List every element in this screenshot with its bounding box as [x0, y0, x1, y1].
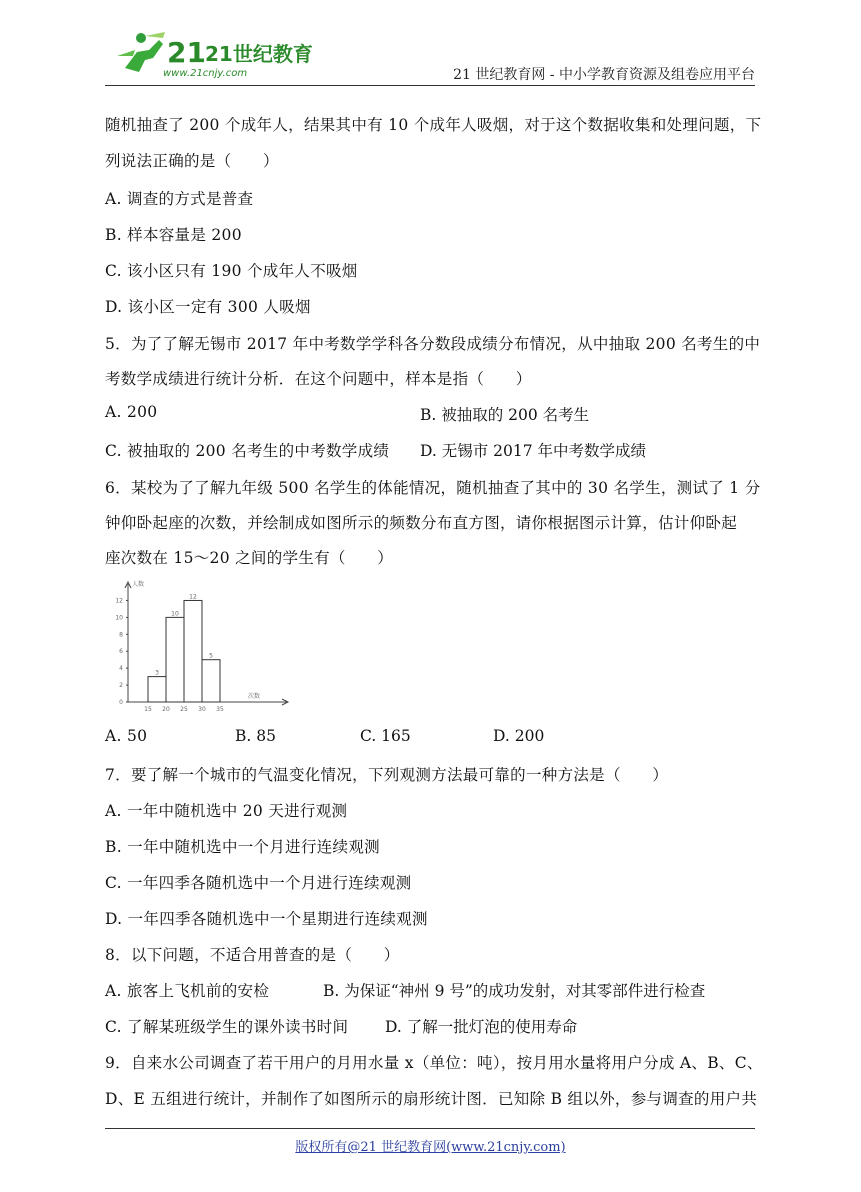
site-title: 21 世纪教育网 - 中小学教育资源及组卷应用平台 — [453, 67, 755, 83]
question-5-option-a: A. 200 — [105, 403, 158, 421]
question-6-option-d: D. 200 — [493, 727, 545, 745]
question-9-line-2: D、E 五组进行统计，并制作了如图所示的扇形统计图．已知除 B 组以外，参与调查的用户共 — [105, 1090, 758, 1108]
question-4-option-a: A. 调查的方式是普查 — [105, 190, 254, 208]
question-4-option-d: D. 该小区一定有 300 人吸烟 — [105, 298, 311, 316]
question-4-line-1: 随机抽查了 200 个成年人，结果其中有 10 个成年人吸烟，对于这个数据收集和处理问题，下 — [105, 116, 762, 134]
bar-value-label: 10 — [171, 610, 179, 618]
y-tick-label: 12 — [115, 597, 123, 605]
frequency-histogram — [108, 576, 298, 716]
bar — [184, 600, 202, 702]
question-5-line-2: 考数学成绩进行统计分析．在这个问题中，样本是指（ ） — [105, 370, 532, 388]
x-tick-label: 30 — [198, 706, 206, 713]
question-4-option-b: B. 样本容量是 200 — [105, 226, 242, 244]
bar — [166, 617, 184, 702]
question-5-option-c: C. 被抽取的 200 名考生的中考数学成绩 — [105, 442, 390, 460]
question-8-option-c: C. 了解某班级学生的课外读书时间 — [105, 1018, 349, 1036]
y-tick-label: 6 — [119, 648, 123, 656]
svg-text:www.21cnjy.com: www.21cnjy.com — [163, 68, 248, 79]
bar-value-label: 12 — [189, 593, 197, 601]
x-tick-label: 25 — [180, 706, 188, 713]
question-6-option-b: B. 85 — [235, 727, 276, 745]
bar-value-label: 5 — [209, 652, 213, 660]
bar-value-label: 3 — [155, 669, 159, 677]
question-5-option-b: B. 被抽取的 200 名考生 — [420, 406, 590, 424]
footer-divider — [105, 1128, 755, 1129]
question-6-line-1: 6．某校为了了解九年级 500 名学生的体能情况，随机抽查了其中的 30 名学生，测试了 1 分 — [105, 479, 761, 497]
question-5-line-1: 5．为了了解无锡市 2017 年中考数学学科各分数段成绩分布情况，从中抽取 200 名考生的中 — [105, 335, 761, 353]
question-7-option-a: A. 一年中随机选中 20 天进行观测 — [105, 802, 348, 820]
x-tick-label: 20 — [162, 706, 170, 713]
question-7-option-d: D. 一年四季各随机选中一个星期进行连续观测 — [105, 910, 428, 928]
bar — [148, 677, 166, 702]
question-5-option-d: D. 无锡市 2017 年中考数学成绩 — [420, 442, 647, 460]
y-tick-label: 4 — [119, 665, 123, 673]
y-tick-label: 10 — [115, 614, 123, 622]
question-7-option-b: B. 一年中随机选中一个月进行连续观测 — [105, 838, 380, 856]
y-tick-label: 8 — [119, 631, 123, 639]
page-header — [105, 28, 755, 88]
question-6-line-2: 钟仰卧起座的次数，并绘制成如图所示的频数分布直方图，请你根据图示计算，估计仰卧起 — [105, 514, 738, 532]
question-6-line-3: 座次数在 15～20 之间的学生有（ ） — [105, 549, 394, 567]
y-axis-label: 人数 — [132, 581, 145, 588]
question-6-option-a: A. 50 — [105, 727, 148, 745]
copyright-link[interactable]: 版权所有@21 世纪教育网(www.21cnjy.com) — [295, 1140, 566, 1155]
bar — [202, 660, 220, 702]
question-4-line-2: 列说法正确的是（ ） — [105, 152, 279, 170]
site-logo — [105, 28, 313, 83]
x-tick-label: 15 — [144, 706, 152, 713]
question-4-option-c: C. 该小区只有 190 个成年人不吸烟 — [105, 262, 358, 280]
question-8-option-b: B. 为保证“神州 9 号”的成功发射，对其零部件进行检查 — [323, 982, 706, 1000]
y-tick-label: 0 — [119, 699, 123, 706]
question-9-line-1: 9．自来水公司调查了若干用户的月用水量 x（单位：吨），按月用水量将用户分成 A、B、C、 — [105, 1054, 763, 1072]
y-tick-label: 2 — [119, 682, 123, 690]
question-8-option-a: A. 旅客上飞机前的安检 — [105, 982, 270, 1000]
header-divider — [105, 85, 755, 86]
question-8-line-1: 8．以下问题，不适合用普查的是（ ） — [105, 946, 400, 964]
question-8-option-d: D. 了解一批灯泡的使用寿命 — [385, 1018, 578, 1036]
x-tick-label: 35 — [216, 706, 224, 713]
question-7-line-1: 7．要了解一个城市的气温变化情况，下列观测方法最可靠的一种方法是（ ） — [105, 766, 669, 784]
page-footer — [0, 1136, 861, 1155]
svg-text:21世纪教育: 21世纪教育 — [205, 42, 313, 66]
question-6-option-c: C. 165 — [360, 727, 411, 745]
svg-text:21: 21 — [167, 36, 206, 69]
x-axis-label: 次数 — [248, 693, 261, 700]
question-7-option-c: C. 一年四季各随机选中一个月进行连续观测 — [105, 874, 412, 892]
